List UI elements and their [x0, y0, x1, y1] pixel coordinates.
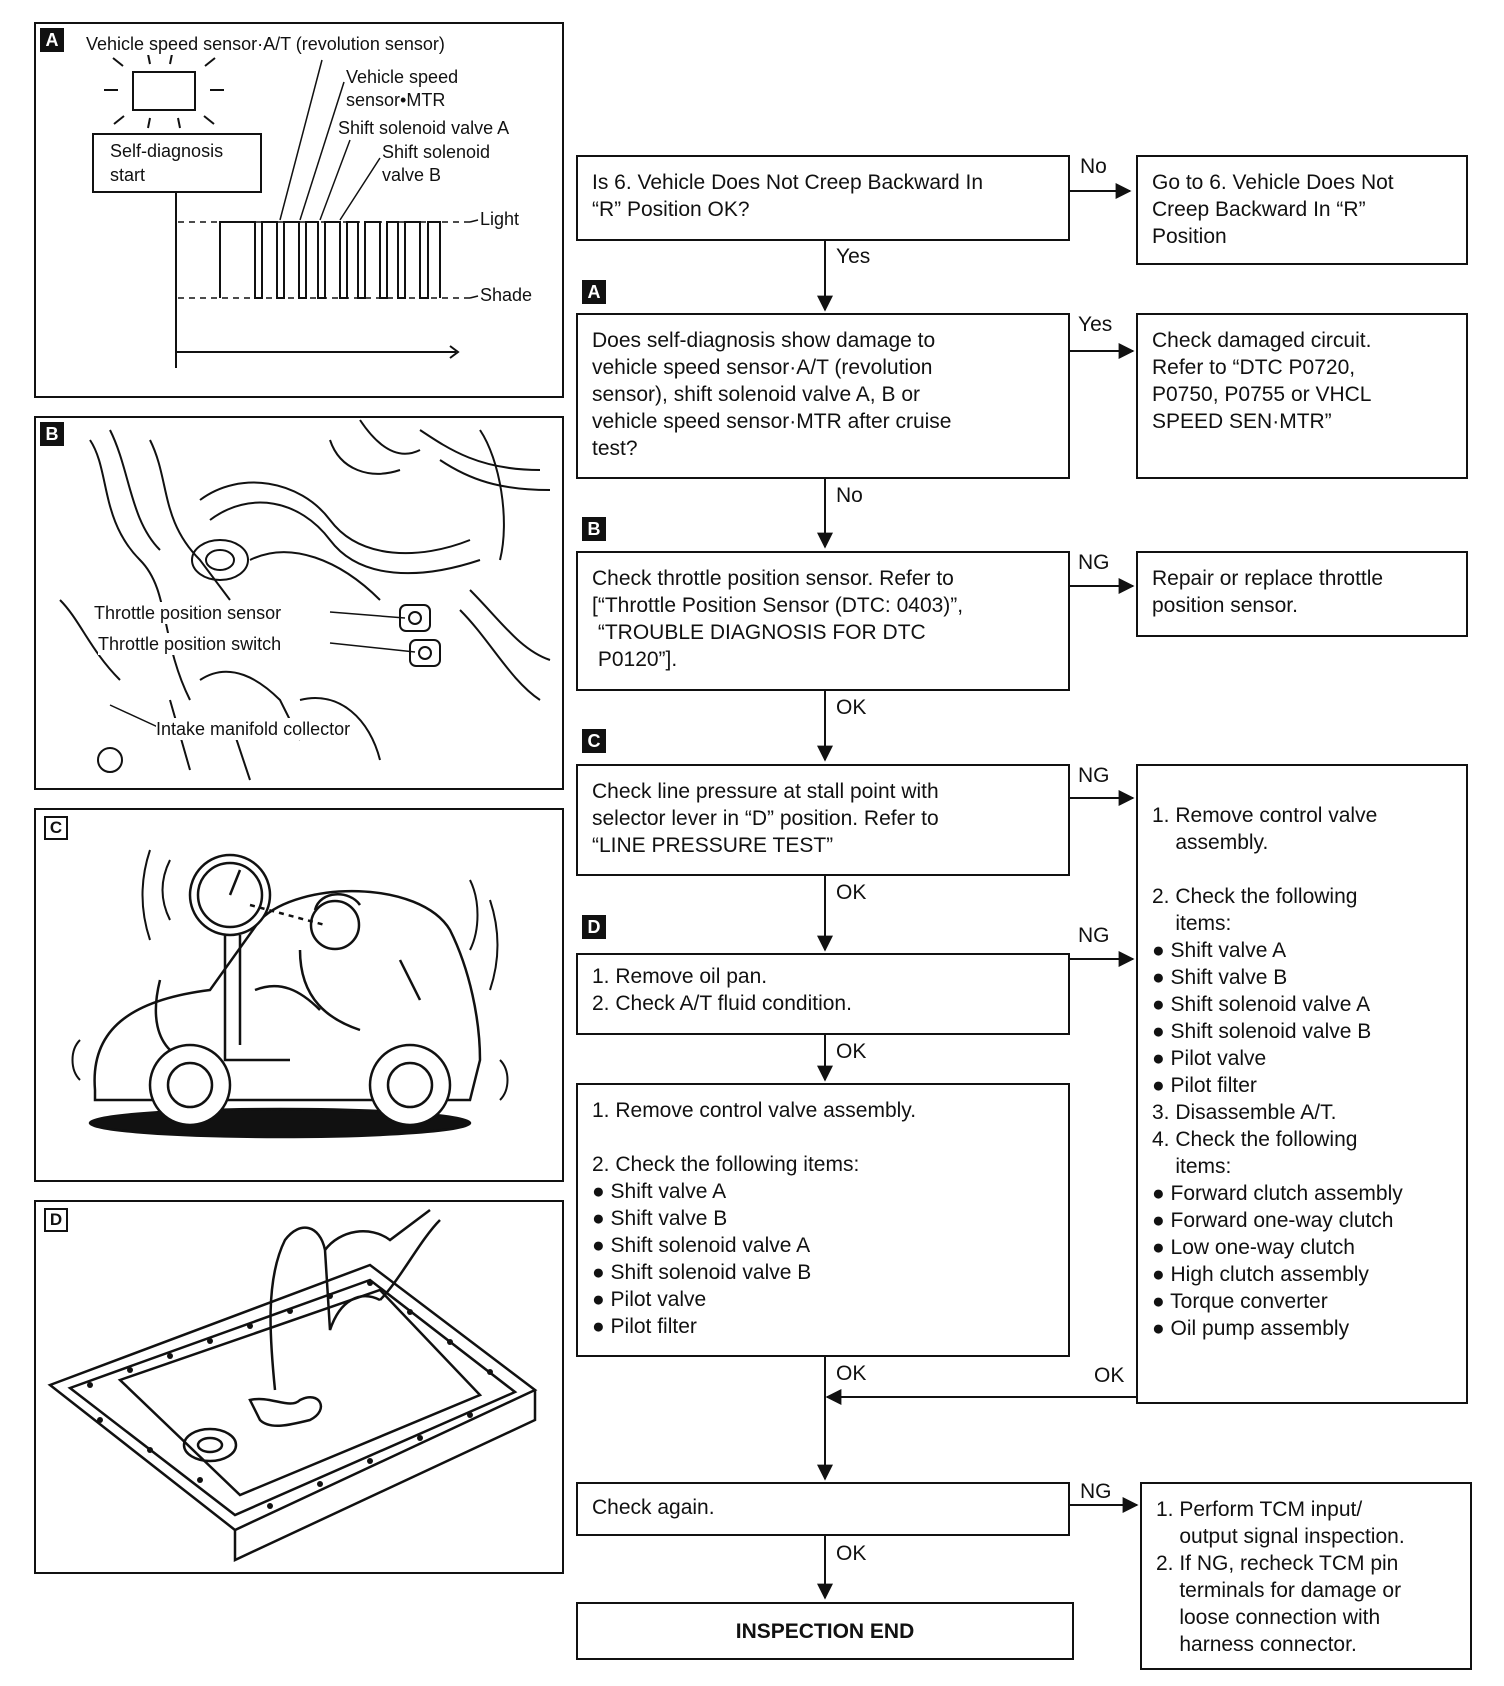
flow-step-tag-b: B — [582, 517, 606, 541]
flow-step-tag-d: D — [582, 915, 606, 939]
box-text-line: 2. Check the following — [1152, 885, 1358, 908]
box-text-line: 2. Check the following items: — [592, 1153, 860, 1176]
box-text-line: Does self-diagnosis show damage to — [592, 329, 936, 352]
inspection-end-label: INSPECTION END — [735, 1620, 915, 1643]
panel-a-tag: A — [40, 28, 64, 52]
label-ssv-b-1: Shift solenoid — [382, 142, 491, 162]
branch-label-ok-5: OK — [1094, 1364, 1125, 1387]
box-text-line: Is 6. Vehicle Does Not Creep Backward In — [592, 171, 984, 194]
box-text-line: Check line pressure at stall point with — [592, 780, 939, 803]
box-text-line: 1. Remove control valve — [1152, 804, 1378, 827]
panel-d-tag: D — [44, 1208, 68, 1232]
box-text-line: test? — [592, 437, 638, 460]
box-text-line: 3. Disassemble A/T. — [1152, 1101, 1337, 1124]
box-text-line: Check damaged circuit. — [1152, 329, 1372, 352]
box-text-line: Refer to “DTC P0720, — [1152, 356, 1356, 379]
box-text-line: 1. Perform TCM input/ — [1156, 1498, 1363, 1521]
box-text-line — [592, 1124, 1054, 1151]
branch-label-ok-6: OK — [836, 1542, 867, 1565]
label-vss-at: Vehicle speed sensor·A/T (revolution sensor) — [86, 34, 445, 54]
box-text-line: terminals for damage or — [1156, 1579, 1402, 1602]
q7-check-again-box — [576, 1482, 1070, 1536]
box-text-line: 1. Remove oil pan. — [592, 965, 768, 988]
q5-oil-pan-box — [576, 953, 1070, 1035]
flow-step-tag-c: C — [582, 729, 606, 753]
label-shade: Shade — [480, 285, 533, 305]
box-text-line: output signal inspection. — [1156, 1525, 1405, 1548]
box-text-line: P0120”]. — [592, 648, 678, 671]
box-text-line: ● Pilot valve — [592, 1288, 707, 1311]
box-text-line: Go to 6. Vehicle Does Not — [1152, 171, 1394, 194]
label-ssv-a: Shift solenoid valve A — [338, 118, 510, 138]
box-text-line: ● Shift valve B — [1152, 966, 1288, 989]
box-text-line: ● Torque converter — [1152, 1290, 1328, 1313]
branch-label-ok-4: OK — [836, 1362, 867, 1385]
box-text-line: ● Pilot valve — [1152, 1047, 1267, 1070]
branch-label-ok-3: OK — [836, 1040, 867, 1063]
label-light: Light — [480, 209, 520, 229]
box-text-line: ● Shift solenoid valve B — [1152, 1020, 1372, 1043]
label-self-diagnosis-2: start — [110, 165, 146, 185]
box-text-line: vehicle speed sensor·MTR after cruise — [592, 410, 952, 433]
branch-label-ng-1: NG — [1078, 551, 1110, 574]
branch-label-ng-4: NG — [1080, 1480, 1112, 1503]
box-text-line: 1. Remove control valve assembly. — [592, 1099, 917, 1122]
box-text-line: 4. Check the following — [1152, 1128, 1358, 1151]
box-text-line: ● Shift solenoid valve B — [592, 1261, 812, 1284]
ng-big-remove-valve-box — [1136, 764, 1468, 1404]
branch-label-ok-2: OK — [836, 881, 867, 904]
panel-b-tag: B — [40, 422, 64, 446]
label-throttle-position-switch: Throttle position switch — [98, 634, 282, 654]
q7-ng-tcm-inspection-box — [1140, 1482, 1472, 1670]
box-text-line: ● Shift valve B — [592, 1207, 728, 1230]
flow-step-tag-a: A — [582, 280, 606, 304]
label-vss-mtr-1: Vehicle speed — [346, 67, 459, 87]
box-text-line: ● Shift valve A — [1152, 939, 1287, 962]
branch-label-yes-1: Yes — [836, 245, 871, 268]
q3-throttle-sensor-box — [576, 551, 1070, 691]
box-text-line: Position — [1152, 225, 1227, 248]
box-text-line: P0750, P0755 or VHCL — [1152, 383, 1372, 406]
box-text-line: “R” Position OK? — [592, 198, 750, 221]
label-intake-manifold-collector: Intake manifold collector — [156, 719, 351, 739]
box-text-line: ● Oil pump assembly — [1152, 1317, 1350, 1340]
box-text-line: position sensor. — [1152, 594, 1298, 617]
label-ssv-b-2: valve B — [382, 165, 442, 185]
box-text-line: sensor), shift solenoid valve A, B or — [592, 383, 920, 406]
box-text-line: “LINE PRESSURE TEST” — [592, 834, 834, 857]
box-text-line: “TROUBLE DIAGNOSIS FOR DTC — [592, 621, 926, 644]
box-text-line: Creep Backward In “R” — [1152, 198, 1366, 221]
q1-creep-backward-box — [576, 155, 1070, 241]
label-self-diagnosis-1: Self-diagnosis — [110, 141, 224, 161]
branch-label-ng-3: NG — [1078, 924, 1110, 947]
label-vss-mtr-2: sensor•MTR — [346, 90, 446, 110]
panel-c-tag: C — [44, 816, 68, 840]
box-text-line: Check again. — [592, 1496, 715, 1519]
box-text-line: ● Pilot filter — [1152, 1074, 1257, 1097]
box-text-line — [1152, 856, 1452, 883]
branch-label-ok-1: OK — [836, 696, 867, 719]
inspection-end-box — [576, 1602, 1074, 1660]
box-text-line: ● Shift solenoid valve A — [592, 1234, 811, 1257]
branch-label-no-1: No — [1080, 155, 1107, 178]
q1-no-go-to-box — [1136, 155, 1468, 265]
box-text-line: vehicle speed sensor·A/T (revolution — [592, 356, 933, 379]
box-text-line: ● Shift solenoid valve A — [1152, 993, 1371, 1016]
box-text-line: 2. Check A/T fluid condition. — [592, 992, 852, 1015]
box-text-line: harness connector. — [1156, 1633, 1357, 1656]
box-text-line: ● Forward one-way clutch — [1152, 1209, 1394, 1232]
box-text-line: ● Low one-way clutch — [1152, 1236, 1355, 1259]
box-text-line: Check throttle position sensor. Refer to — [592, 567, 954, 590]
branch-label-yes-2: Yes — [1078, 313, 1113, 336]
q4-line-pressure-box — [576, 764, 1070, 876]
box-text-line: items: — [1152, 1155, 1232, 1178]
box-text-line: assembly. — [1152, 831, 1269, 854]
branch-label-no-2: No — [836, 484, 863, 507]
box-text-line: 2. If NG, recheck TCM pin — [1156, 1552, 1399, 1575]
box-text-line: SPEED SEN·MTR” — [1152, 410, 1332, 433]
box-text-line: Repair or replace throttle — [1152, 567, 1384, 590]
q3-ng-repair-box — [1136, 551, 1468, 637]
box-text-line: ● Pilot filter — [592, 1315, 697, 1338]
box-text-line: ● Shift valve A — [592, 1180, 727, 1203]
label-throttle-position-sensor: Throttle position sensor — [94, 603, 282, 623]
branch-label-ng-2: NG — [1078, 764, 1110, 787]
box-text-line: ● Forward clutch assembly — [1152, 1182, 1403, 1205]
q2-self-diagnosis-box — [576, 313, 1070, 479]
box-text-line: selector lever in “D” position. Refer to — [592, 807, 939, 830]
box-text-line: items: — [1152, 912, 1232, 935]
box-text-line: ● High clutch assembly — [1152, 1263, 1369, 1286]
box-text-line: loose connection with — [1156, 1606, 1381, 1629]
q2-yes-check-circuit-box — [1136, 313, 1468, 479]
q6-control-valve-box — [576, 1083, 1070, 1357]
box-text-line: [“Throttle Position Sensor (DTC: 0403)”, — [592, 594, 964, 617]
